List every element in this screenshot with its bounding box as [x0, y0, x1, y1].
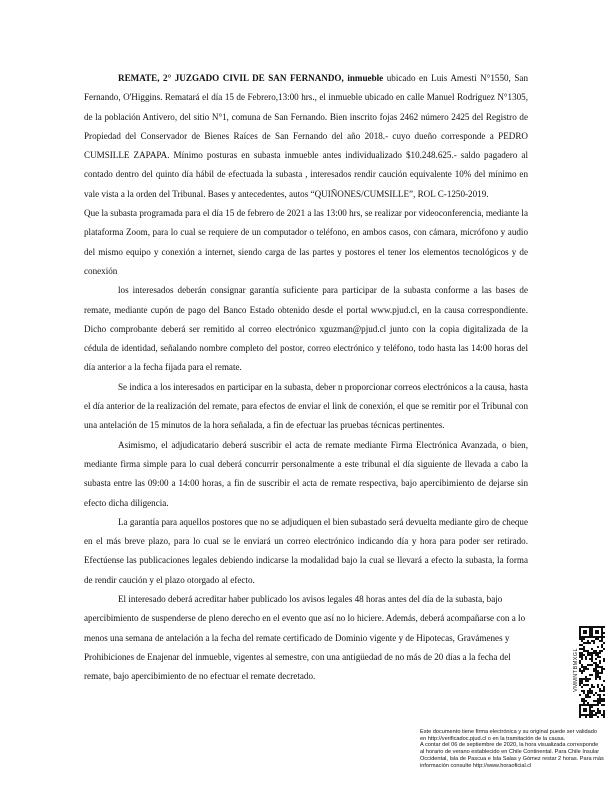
auction-notice-body	[84, 69, 528, 687]
paragraph-4: Se indica a los interesados en participar en la subasta, deber n proporcionar correos electrónicos a la causa, hasta el día anterior de la realización del remate, para efectos de enviar el link de conexión, el que se remitir por el Tribunal con una antelación de 15 minutos de la hora señalada, a fin de efectuar las pruebas técnicas pertinentes.	[84, 381, 528, 431]
verification-code-block	[571, 626, 605, 718]
paragraph-5: Asimismo, el adjudicatario deberá suscribir el acta de remate mediante Firma Electrónica Avanzada, o bien, mediante firma simple para lo cual deberá concurrir personalmente a este tribunal el día siguiente de llevada a cabo la subasta entre las 09:00 a 14:00 horas, a fin de suscribir el acta de remate respectiva, bajo apercibimiento de dejarse sin efecto dicha diligencia.	[84, 439, 528, 508]
notice-heading: REMATE, 2° JUZGADO CIVIL DE SAN FERNANDO,	[118, 73, 344, 83]
paragraph-1-text: ubicado en Luis Amesti N°1550, San Fernando, O'Higgins. Rematará el día 15 de Febrero,13:00 hrs., el inmueble ubicado en calle Manuel Rodríguez N°1305, de la población Antivero, del sitio N°1, comuna de San Fernando. Bien inscrito fojas 2462 número 2425 del Registro de Propiedad del Conservador de Bienes Raíces de San Fernando del año 2018.- cuyo dueño corresponde a PEDRO CUMSILLE ZAPAPA. Mínimo posturas en subasta inmueble antes individualizado $10.248.625.- saldo pagadero al contado dentro del quinto día hábil de efectuada la subasta , interesados rendir caución equivalente 10% del mínimo en vale vista a la orden del Tribunal. Bases y antecedentes, autos “QUIÑONES/CUMSILLE”, ROL C-1250-2019.	[84, 73, 529, 199]
qr-code-icon	[579, 626, 605, 718]
electronic-signature-notice	[420, 729, 604, 769]
paragraph-2: Que la subasta programada para el día 15 de febrero de 2021 a las 13:00 hrs, se realizar por videoconferencia, mediante la plataforma Zoom, para lo cual se requiere de un computador o teléfono, en ambos casos, con cámara, micrófono y audio del mismo equipo y conexión a internet, siendo carga de las partes y postores el tener los elementos tecnológicos y de conexión	[84, 208, 528, 276]
notice-heading-suffix: inmueble	[347, 73, 384, 83]
daylight-time-text: A contar del 06 de septiembre de 2020, la hora visualizada corresponde al horario de verano establecido en Chile Continental. Para Chile Insular Occidental, Isla de Pascua e Isla Salas y Gómez restar 2 horas. Para más información consulte http://www.horaoficial.cl	[420, 742, 604, 769]
paragraph-3: los interesados deberán consignar garantía suficiente para participar de la subasta conforme a las bases de remate, mediante cupón de pago del Banco Estado obtenido desde el portal www.pjud.cl, en la causa correspondiente. Dicho comprobante deberá ser remitido al correo electrónico xguzman@pjud.cl junto con la copia digitalizada de la cédula de identidad, señalando nombre completo del postor, correo electrónico y teléfono, todo hasta las 14:00 horas del día anterior a la fecha fijada para el remate.	[84, 285, 528, 373]
paragraph-1	[84, 69, 528, 204]
verification-code: VMMNTBMXGL	[573, 647, 579, 693]
signature-validation-text: Este documento tiene firma electrónica y su original puede ser validado en http://verificadoc.pjud.cl o en la tramitación de la causa.	[420, 729, 597, 742]
paragraph-7: El interesado deberá acreditar haber publicado los avisos legales 48 horas antes del día de la subasta, bajo apercibimiento de suspenderse de pleno derecho en el evento que así no lo hiciere. Además, deberá acompañarse con a lo menos una semana de antelación a la fecha del remate certificado de Dominio vigente y de Hipotecas, Gravámenes y Prohibiciones de Enajenar del inmueble, vigentes al semestre, con una antigüedad de no más de 20 días a la fecha del remate, bajo apercibimiento de no efectuar el remate decretado.	[84, 594, 526, 682]
paragraph-6: La garantía para aquellos postores que no se adjudiquen el bien subastado será devuelta mediante giro de cheque en el más breve plazo, para lo cual se le enviará un correo electrónico indicando día y hora para poder ser retirado. Efectúense las publicaciones legales debiendo indicarse la modalidad bajo la cual se llevará a efecto la subasta, la forma de rendir caución y el plazo otorgado al efecto.	[84, 516, 528, 585]
